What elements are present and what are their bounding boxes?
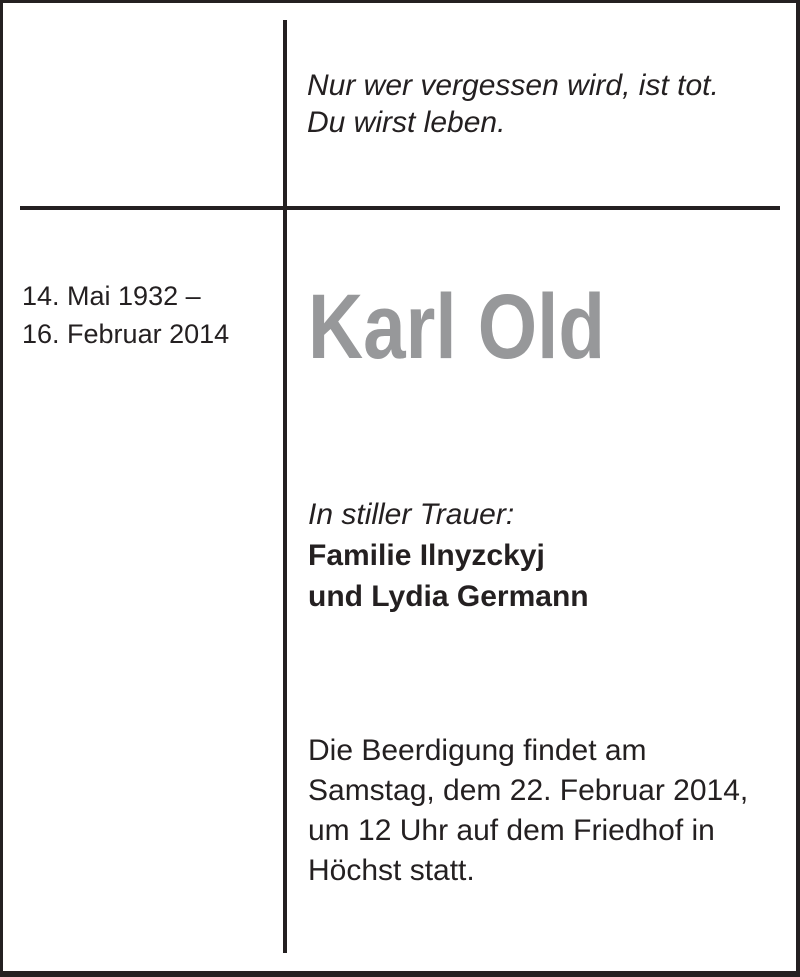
memorial-quote-line-2: Du wirst leben. (307, 106, 506, 139)
frame-border-left (0, 0, 3, 977)
death-date: 16. Februar 2014 (22, 319, 230, 349)
funeral-line-4: Höchst statt. (308, 854, 475, 887)
frame-border-top (0, 0, 800, 3)
cross-rule-horizontal (20, 206, 780, 210)
funeral-line-1: Die Beerdigung findet am (308, 734, 647, 767)
life-dates (22, 277, 229, 353)
frame-border-bottom (0, 971, 800, 977)
frame-border-right (796, 0, 800, 977)
mourner-line-1: Familie Ilnyzckyj (308, 539, 545, 572)
funeral-line-2: Samstag, dem 22. Februar 2014, (308, 774, 749, 807)
funeral-line-3: um 12 Uhr auf dem Friedhof in (308, 814, 715, 847)
memorial-quote (307, 67, 719, 141)
memorial-quote-line-1: Nur wer vergessen wird, ist tot. (307, 69, 719, 102)
mourning-block (308, 494, 589, 617)
deceased-name: Karl Old (308, 276, 606, 378)
funeral-announcement (308, 731, 748, 891)
mourner-line-2: und Lydia Germann (308, 580, 589, 613)
cross-rule-vertical (283, 20, 287, 953)
birth-date: 14. Mai 1932 – (22, 281, 201, 311)
mourning-intro: In stiller Trauer: (308, 498, 515, 531)
